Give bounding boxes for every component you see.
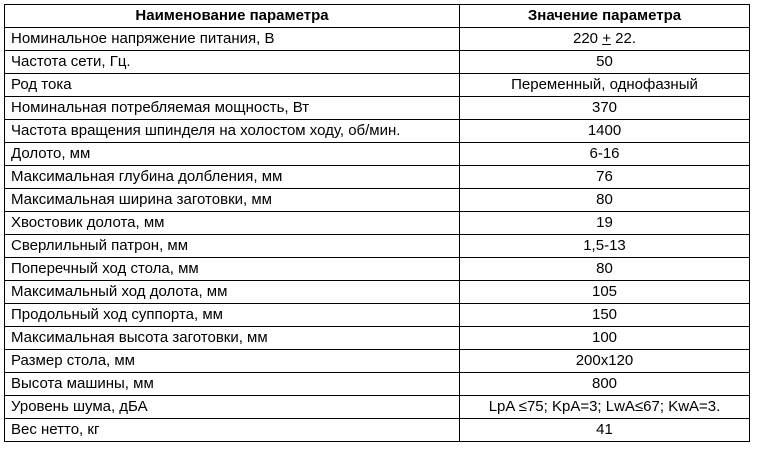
table-row [5, 396, 750, 419]
table-row [5, 28, 750, 51]
row-voltage-name: Номинальное напряжение питания, В [5, 28, 460, 51]
row-name: Частота сети, Гц. [5, 51, 460, 74]
row-name: Хвостовик долота, мм [5, 212, 460, 235]
row-value: 76 [460, 166, 750, 189]
row-name: Уровень шума, дБА [5, 396, 460, 419]
row-value: 1,5-13 [460, 235, 750, 258]
row-value: 370 [460, 97, 750, 120]
row-name: Высота машины, мм [5, 373, 460, 396]
table-row [5, 143, 750, 166]
table-header-row [5, 5, 750, 28]
row-name: Сверлильный патрон, мм [5, 235, 460, 258]
spec-table [4, 4, 750, 442]
row-value: 200х120 [460, 350, 750, 373]
table-row [5, 304, 750, 327]
row-value: 41 [460, 419, 750, 442]
table-row [5, 166, 750, 189]
table-row [5, 120, 750, 143]
row-name: Частота вращения шпинделя на холостом ходу, об/мин. [5, 120, 460, 143]
table-row [5, 281, 750, 304]
row-value: 150 [460, 304, 750, 327]
row-value: Переменный, однофазный [460, 74, 750, 97]
row-name: Максимальный ход долота, мм [5, 281, 460, 304]
row-value: 50 [460, 51, 750, 74]
table-row [5, 51, 750, 74]
row-name: Род тока [5, 74, 460, 97]
table-row [5, 189, 750, 212]
table-row [5, 258, 750, 281]
row-name: Размер стола, мм [5, 350, 460, 373]
row-value: 100 [460, 327, 750, 350]
plus-minus-sign: + [602, 30, 611, 47]
table-row [5, 419, 750, 442]
header-parameter-value: Значение параметра [460, 5, 750, 28]
table-row [5, 327, 750, 350]
row-name: Продольный ход суппорта, мм [5, 304, 460, 327]
row-value: 19 [460, 212, 750, 235]
row-name: Поперечный ход стола, мм [5, 258, 460, 281]
table-row [5, 212, 750, 235]
table-row [5, 350, 750, 373]
row-value: 80 [460, 189, 750, 212]
table-row [5, 373, 750, 396]
row-name: Максимальная ширина заготовки, мм [5, 189, 460, 212]
row-name: Вес нетто, кг [5, 419, 460, 442]
row-name: Максимальная глубина долбления, мм [5, 166, 460, 189]
voltage-nominal: 220 [573, 30, 603, 47]
row-name: Долото, мм [5, 143, 460, 166]
row-value: 1400 [460, 120, 750, 143]
table-row [5, 235, 750, 258]
voltage-tolerance: 22. [610, 30, 636, 47]
table-row [5, 97, 750, 120]
header-parameter-name: Наименование параметра [5, 5, 460, 28]
row-value: LpA ≤75; KpA=3; LwA≤67; KwA=3. [460, 396, 750, 419]
row-value: 800 [460, 373, 750, 396]
row-value: 105 [460, 281, 750, 304]
row-name: Максимальная высота заготовки, мм [5, 327, 460, 350]
row-value: 80 [460, 258, 750, 281]
row-value: 6-16 [460, 143, 750, 166]
row-name: Номинальная потребляемая мощность, Вт [5, 97, 460, 120]
table-row [5, 74, 750, 97]
row-voltage-value [460, 28, 750, 51]
